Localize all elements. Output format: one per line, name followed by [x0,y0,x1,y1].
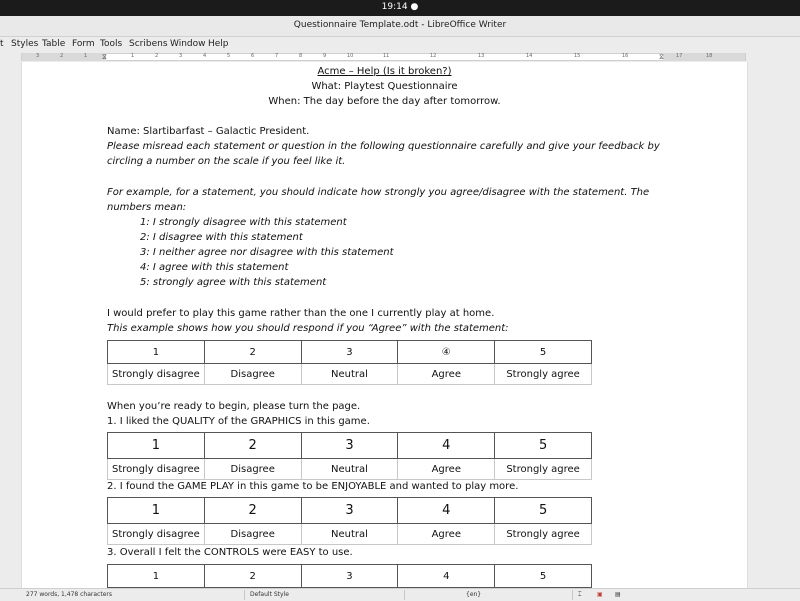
doc-when: When: The day before the day after tomorrow. [268,96,501,107]
ruler-number: 4 [203,53,207,59]
ruler-number: 6 [251,53,255,59]
question-3-scale-table [107,564,592,588]
scale-cell-circled: ④ [398,341,495,364]
horizontal-ruler[interactable] [0,52,800,62]
scale-cell[interactable]: 1 [108,498,205,524]
ruler-number: 1 [84,53,88,59]
doc-question-2: 2. I found the GAME PLAY in this game to be ENJOYABLE and wanted to play more. [107,481,519,492]
ruler-number: 15 [574,53,581,59]
selection-mode-icon[interactable]: ▤ [615,591,621,598]
status-page-style[interactable]: Default Style [250,591,289,598]
scale-cell: 5 [495,341,592,364]
menu-help[interactable]: Help [208,39,229,49]
ruler-number: 3 [179,53,183,59]
status-separator [244,590,245,600]
document-workspace[interactable] [0,62,800,588]
ruler-number: 12 [430,53,437,59]
question-1-scale-table [107,432,592,480]
ruler-number: 17 [676,53,683,59]
document-page[interactable] [21,62,748,588]
scale-label: Strongly disagree [108,364,205,385]
ruler-number: 8 [299,53,303,59]
ruler-right-indent-marker-icon[interactable]: ⧖ [659,53,664,61]
ruler-number: 3 [36,53,40,59]
menu-bar [0,37,800,51]
doc-instructions-line-2: circling a number on the scale if you feel like it. [107,156,346,167]
status-word-count[interactable]: 277 words, 1,478 characters [26,591,112,598]
doc-question-1: 1. I liked the QUALITY of the GRAPHICS in this game. [107,416,370,427]
question-2-scale-table [107,497,592,545]
scale-label: Disagree [204,364,301,385]
system-top-bar [0,0,800,16]
menu-insert-partial[interactable]: t [0,39,4,49]
insert-mode-icon[interactable]: ⌶ [578,591,582,598]
scale-cell[interactable]: 3 [301,498,398,524]
scale-label: Disagree [204,459,301,480]
window-title: Questionnaire Template.odt - LibreOffice Writer [293,20,507,30]
doc-meaning-item: 3: I neither agree nor disagree with this statement [140,247,394,258]
ruler-number: 2 [155,53,159,59]
scale-cell[interactable]: 4 [398,433,495,459]
scale-cell[interactable]: 4 [398,565,495,588]
window-title-bar [0,16,800,37]
scale-label: Strongly agree [495,524,592,545]
ruler-number: 5 [227,53,231,59]
status-separator [572,590,573,600]
scale-label: Strongly agree [495,459,592,480]
scale-cell[interactable]: 2 [204,498,301,524]
ruler-number: 10 [347,53,354,59]
doc-meaning-item: 5: strongly agree with this statement [140,277,327,288]
menu-tools[interactable]: Tools [100,39,123,49]
example-scale-table [107,340,592,385]
scale-label: Strongly disagree [108,459,205,480]
ruler-number: 9 [323,53,327,59]
scale-cell[interactable]: 5 [495,433,592,459]
doc-what: What: Playtest Questionnaire [311,81,458,92]
status-bar [0,588,800,601]
ruler-number: 2 [60,53,64,59]
doc-ready-text: When you’re ready to begin, please turn the page. [107,401,361,412]
doc-example-line-1: For example, for a statement, you should indicate how strongly you agree/disagree with the statement. The [107,187,650,198]
status-language[interactable]: {en} [466,591,482,598]
scale-cell[interactable]: 2 [204,433,301,459]
ruler-number: 7 [275,53,279,59]
menu-table[interactable]: Table [42,39,66,49]
doc-heading: Acme – Help (Is it broken?) [317,66,452,77]
scale-cell: 2 [204,341,301,364]
scale-cell: 1 [108,341,205,364]
ruler-number: 13 [478,53,485,59]
scale-cell[interactable]: 1 [108,565,205,588]
doc-name: Name: Slartibarfast – Galactic President. [107,126,310,137]
doc-preference-statement: I would prefer to play this game rather than the one I currently play at home. [107,308,495,319]
doc-question-3: 3. Overall I felt the CONTROLS were EASY to use. [107,547,353,558]
ruler-number: 1 [131,53,135,59]
ruler-number: 11 [383,53,390,59]
doc-meaning-item: 4: I agree with this statement [140,262,289,273]
scale-cell[interactable]: 3 [301,433,398,459]
menu-scribens[interactable]: Scribens [129,39,168,49]
scale-cell[interactable]: 1 [108,433,205,459]
scale-label: Strongly disagree [108,524,205,545]
doc-example-instruction: This example shows how you should respond if you “Agree” with the statement: [107,323,509,334]
menu-styles[interactable]: Styles [11,39,39,49]
ruler-number: 18 [706,53,713,59]
doc-meaning-item: 1: I strongly disagree with this statement [140,217,347,228]
system-clock: 19:14 ● [381,2,419,12]
status-separator [404,590,405,600]
menu-window[interactable]: Window [170,39,206,49]
doc-meaning-item: 2: I disagree with this statement [140,232,303,243]
ruler-left-margin [22,53,106,61]
ruler-number: 14 [526,53,533,59]
doc-example-line-2: numbers mean: [107,202,187,213]
doc-instructions-line-1: Please misread each statement or question in the following questionnaire carefully and give your feedback by [107,141,660,152]
ruler-number: 16 [622,53,629,59]
ruler-indent-marker-icon[interactable]: ⧖ [102,53,107,61]
scale-label: Strongly agree [495,364,592,385]
scale-cell: 3 [301,341,398,364]
document-modified-icon[interactable]: ▣ [597,591,603,598]
scale-label: Neutral [301,459,398,480]
scale-cell[interactable]: 5 [495,565,592,588]
scale-cell[interactable]: 2 [204,565,301,588]
menu-form[interactable]: Form [72,39,95,49]
scale-label: Neutral [301,364,398,385]
scale-label: Agree [398,364,495,385]
scale-cell[interactable]: 3 [301,565,398,588]
scale-cell[interactable]: 5 [495,498,592,524]
scale-label: Agree [398,524,495,545]
scale-label: Neutral [301,524,398,545]
scale-cell[interactable]: 4 [398,498,495,524]
scale-label: Disagree [204,524,301,545]
scale-label: Agree [398,459,495,480]
